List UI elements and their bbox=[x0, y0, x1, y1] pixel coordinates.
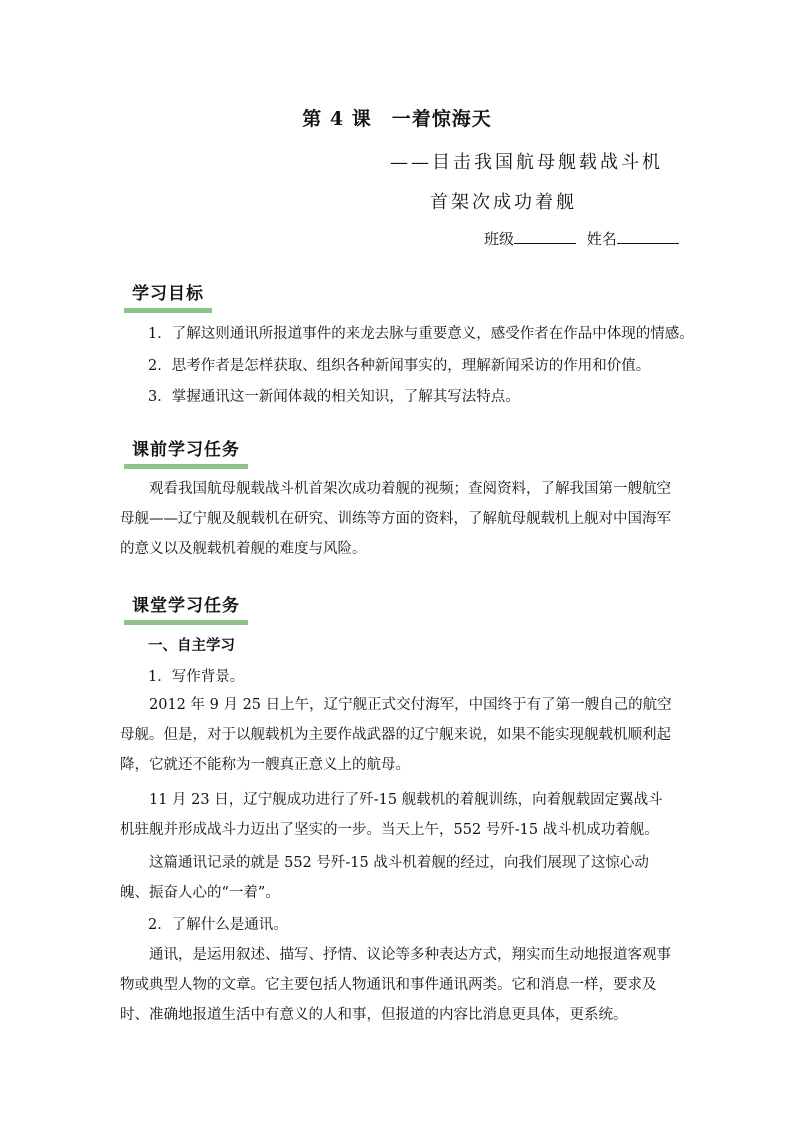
class-label: 班级 bbox=[484, 230, 515, 248]
lesson-subtitle-line2: 首架次成功着舰 bbox=[430, 192, 577, 213]
background-para-3: 这篇通讯记录的就是 552 号歼-15 战斗机着舰的经过，向我们展现了这惊心动魄、振奋人心的“一着”。 bbox=[120, 855, 649, 901]
objective-item-2: 2．思考作者是怎样获取、组织各种新闻事实的，理解新闻采访的作用和价值。 bbox=[148, 358, 651, 374]
self-study-heading: 一、自主学习 bbox=[148, 638, 235, 654]
lesson-subtitle-line1: ——目击我国航母舰载战斗机 bbox=[390, 152, 663, 173]
background-para-2: 11 月 23 日，辽宁舰成功进行了歼-15 舰载机的着舰训练，向着舰载固定翼战斗机驻舰并形成战斗力迈出了坚实的一步。当天上午，552 号歼-15 战斗机成功着舰。 bbox=[120, 792, 663, 838]
tongxun-item: 2．了解什么是通讯。 bbox=[148, 917, 288, 933]
objectives-heading: 学习目标 bbox=[124, 277, 212, 313]
class-name-line bbox=[484, 228, 679, 249]
pre-class-heading: 课前学习任务 bbox=[124, 433, 248, 469]
tongxun-para: 通讯，是运用叙述、描写、抒情、议论等多种表达方式，翔实而生动地报道客观事物或典型人物的文章。它主要包括人物通讯和事件通讯两类。它和消息一样，要求及时、准确地报道生活中有意义的人和事，但报道的内容比消息更具体，更系统。 bbox=[120, 947, 671, 1023]
background-para-1: 2012 年 9 月 25 日上午，辽宁舰正式交付海军，中国终于有了第一艘自己的航空母舰。但是，对于以舰载机为主要作战武器的辽宁舰来说，如果不能实现舰载机顺利起降，它就还不能称为一艘真正意义上的航母。 bbox=[120, 697, 672, 773]
background-item: 1．写作背景。 bbox=[148, 669, 245, 685]
in-class-heading: 课堂学习任务 bbox=[124, 589, 248, 625]
lesson-title: 第 4 课 一着惊海天 bbox=[302, 108, 492, 130]
class-blank bbox=[514, 229, 576, 244]
name-blank bbox=[617, 229, 679, 244]
pre-class-text: 观看我国航母舰载战斗机首架次成功着舰的视频；查阅资料，了解我国第一艘航空母舰——辽宁舰及舰载机在研究、训练等方面的资料，了解航母舰载机上舰对中国海军的意义以及舰载机着舰的难度与风险。 bbox=[120, 481, 671, 557]
name-label: 姓名 bbox=[586, 230, 617, 248]
objective-item-1: 1．了解这则通讯所报道事件的来龙去脉与重要意义，感受作者在作品中体现的情感。 bbox=[148, 326, 694, 342]
objective-item-3: 3．掌握通讯这一新闻体裁的相关知识，了解其写法特点。 bbox=[148, 389, 520, 405]
